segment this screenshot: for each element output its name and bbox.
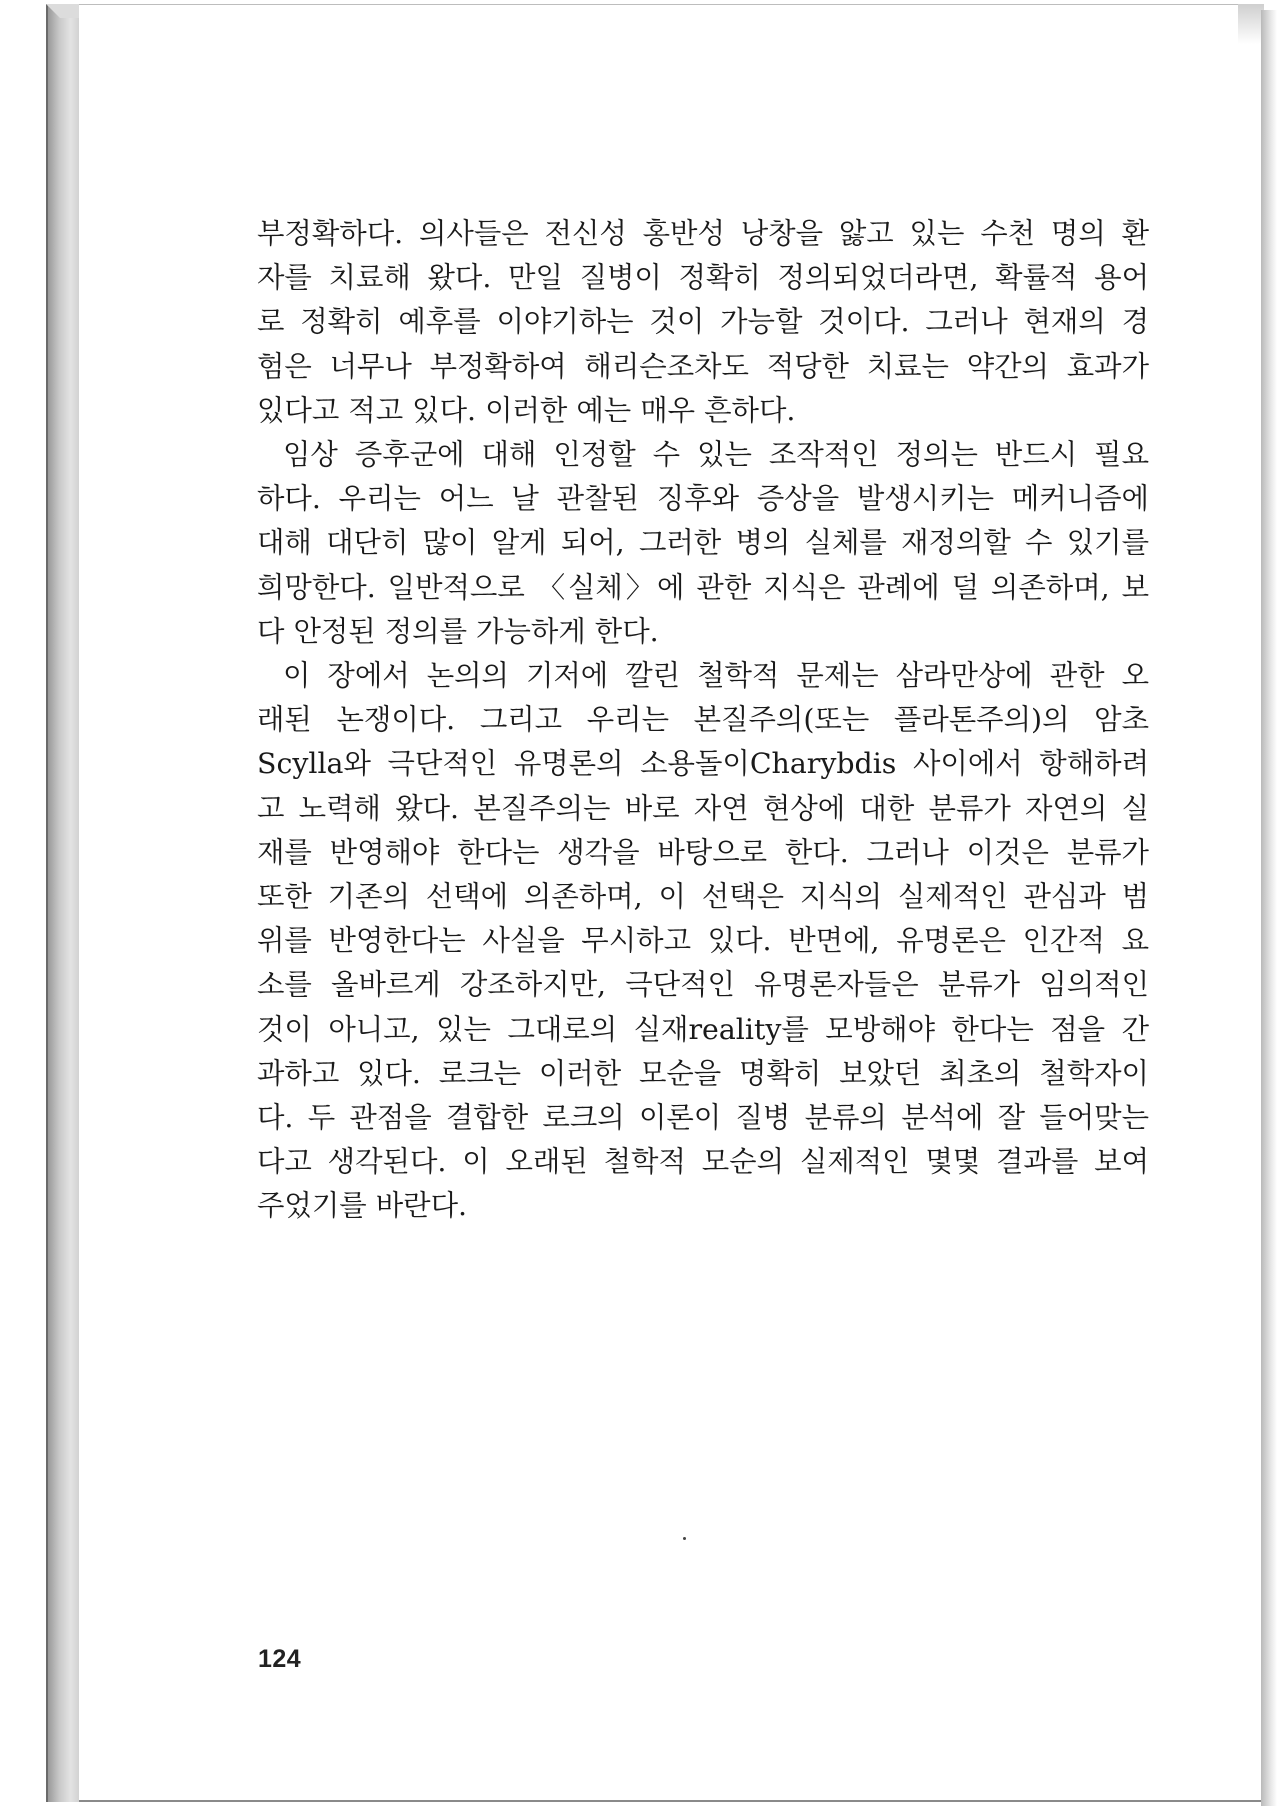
text-line: 다고 생각된다. 이 오래된 철학적 모순의 실제적인 몇몇 결과를 보여 <box>257 1145 1149 1179</box>
text-line: 로 정확히 예후를 이야기하는 것이 가능할 것이다. 그러나 현재의 경 <box>257 305 1149 339</box>
text-line: 주었기를 바란다. <box>257 1189 468 1223</box>
text-line: 자를 치료해 왔다. 만일 질병이 정확히 정의되었더라면, 확률적 용어 <box>257 261 1149 295</box>
text-line: 이 장에서 논의의 기저에 깔린 철학적 문제는 삼라만상에 관한 오 <box>283 659 1149 693</box>
text-line: 부정확하다. 의사들은 전신성 홍반성 낭창을 앓고 있는 수천 명의 환 <box>257 217 1149 250</box>
text-line: 험은 너무나 부정확하여 해리슨조차도 적당한 치료는 약간의 효과가 <box>257 349 1149 383</box>
text-line: 하다. 우리는 어느 날 관찰된 징후와 증상을 발생시키는 메커니즘에 <box>257 482 1149 516</box>
text-line: 과하고 있다. 로크는 이러한 모순을 명확히 보았던 최초의 철학자이 <box>257 1056 1149 1090</box>
book-spine <box>46 4 81 1802</box>
text-line: 고 노력해 왔다. 본질주의는 바로 자연 현상에 대한 분류가 자연의 실 <box>257 791 1149 825</box>
text-line: 또한 기존의 선택에 의존하며, 이 선택은 지식의 실제적인 관심과 범 <box>257 880 1149 914</box>
text-line: 다 안정된 정의를 가능하게 한다. <box>257 614 659 648</box>
text-line: 임상 증후군에 대해 인정할 수 있는 조작적인 정의는 반드시 필요 <box>283 438 1149 472</box>
text-line: 소를 올바르게 강조하지만, 극단적인 유명론자들은 분류가 임의적인 <box>257 968 1149 1002</box>
text-line: 위를 반영한다는 사실을 무시하고 있다. 반면에, 유명론은 인간적 요 <box>257 924 1149 958</box>
body-text <box>257 212 1149 1229</box>
text-line: 재를 반영해야 한다는 생각을 바탕으로 한다. 그러나 이것은 분류가 <box>257 835 1149 869</box>
page-edge-shadow <box>1261 10 1277 1806</box>
text-line: 다. 두 관점을 결합한 로크의 이론이 질병 분류의 분석에 잘 들어맞는 <box>257 1101 1149 1135</box>
scan-speck <box>683 1537 686 1540</box>
text-line: 것이 아니고, 있는 그대로의 실재reality를 모방해야 한다는 점을 간 <box>257 1012 1149 1046</box>
text-line: 대해 대단히 많이 알게 되어, 그러한 병의 실체를 재정의할 수 있기를 <box>257 526 1149 560</box>
text-line: 희망한다. 일반적으로 〈실체〉에 관한 지식은 관례에 덜 의존하며, 보 <box>257 570 1149 604</box>
page-number: 124 <box>258 1645 302 1673</box>
text-line: 있다고 적고 있다. 이러한 예는 매우 흔하다. <box>257 393 796 427</box>
text-line: Scylla와 극단적인 유명론의 소용돌이Charybdis 사이에서 항해하려 <box>257 747 1149 781</box>
text-line: 래된 논쟁이다. 그리고 우리는 본질주의(또는 플라톤주의)의 암초 <box>257 703 1149 737</box>
